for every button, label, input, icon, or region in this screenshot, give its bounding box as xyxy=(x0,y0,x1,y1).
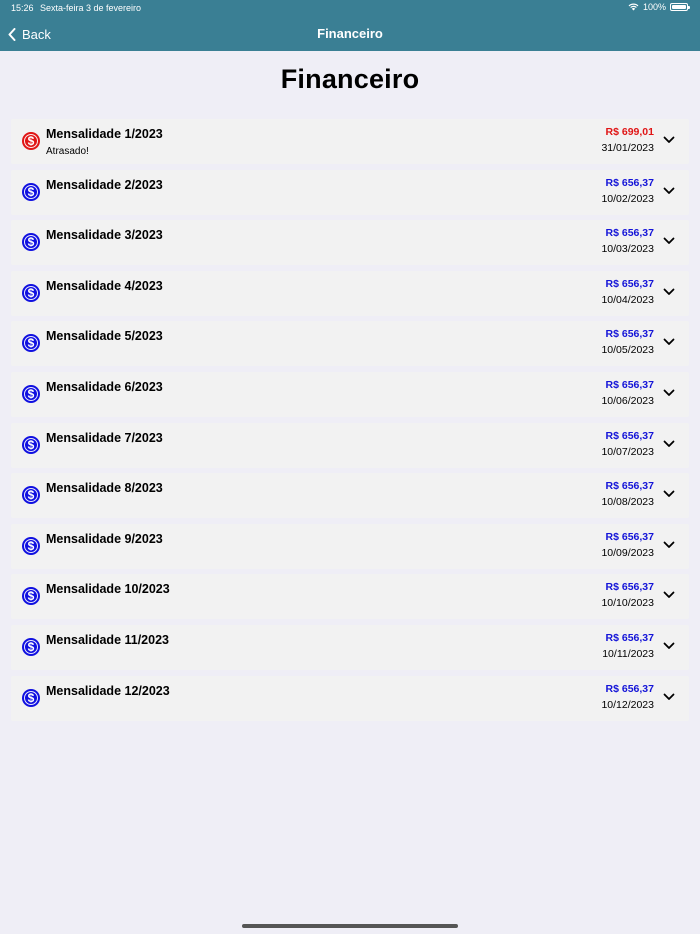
item-amount: R$ 656,37 xyxy=(605,480,654,493)
chevron-down-icon[interactable] xyxy=(663,490,675,498)
chevron-down-icon[interactable] xyxy=(663,338,675,346)
item-amount: R$ 656,37 xyxy=(605,328,654,341)
item-due-date: 10/07/2023 xyxy=(601,445,654,458)
dollar-coin-icon: $ xyxy=(22,284,40,302)
dollar-coin-icon: $ xyxy=(22,689,40,707)
item-due-date: 10/11/2023 xyxy=(602,647,654,660)
navigation-bar xyxy=(0,17,700,51)
chevron-down-icon[interactable] xyxy=(663,642,675,650)
dollar-coin-icon: $ xyxy=(22,132,40,150)
dollar-coin-icon: $ xyxy=(22,537,40,555)
dollar-coin-icon: $ xyxy=(22,587,40,605)
item-amount: R$ 656,37 xyxy=(605,530,654,543)
page-title: Financeiro xyxy=(280,64,420,94)
home-indicator xyxy=(242,924,458,928)
item-title: Mensalidade 8/2023 xyxy=(46,481,163,496)
item-title: Mensalidade 4/2023 xyxy=(46,278,163,293)
item-amount: R$ 656,37 xyxy=(605,631,654,644)
list-item[interactable] xyxy=(11,423,689,468)
item-title: Mensalidade 10/2023 xyxy=(46,582,170,597)
list-item[interactable] xyxy=(11,473,689,518)
item-amount: R$ 656,37 xyxy=(605,227,654,240)
item-amount: R$ 656,37 xyxy=(605,378,654,391)
item-title: Mensalidade 12/2023 xyxy=(46,683,170,698)
status-date: Sexta-feira 3 de fevereiro xyxy=(40,3,142,13)
item-due-date: 10/12/2023 xyxy=(601,698,654,711)
chevron-down-icon[interactable] xyxy=(663,288,675,296)
item-due-date: 10/05/2023 xyxy=(601,344,654,357)
list-item[interactable] xyxy=(11,220,689,265)
dollar-coin-icon: $ xyxy=(22,233,40,251)
item-amount: R$ 656,37 xyxy=(605,682,654,695)
item-amount: R$ 656,37 xyxy=(605,581,654,594)
nav-title: Financeiro xyxy=(317,26,383,41)
chevron-down-icon[interactable] xyxy=(663,693,675,701)
list-item[interactable] xyxy=(11,271,689,316)
item-title: Mensalidade 2/2023 xyxy=(46,177,163,192)
item-due-date: 10/10/2023 xyxy=(601,597,654,610)
list-item[interactable] xyxy=(11,524,689,569)
list-item[interactable] xyxy=(11,676,689,721)
chevron-down-icon[interactable] xyxy=(663,440,675,448)
item-amount: R$ 656,37 xyxy=(605,429,654,442)
chevron-down-icon[interactable] xyxy=(663,237,675,245)
item-title: Mensalidade 6/2023 xyxy=(46,379,163,394)
item-title: Mensalidade 1/2023 xyxy=(46,127,163,141)
item-due-date: 10/06/2023 xyxy=(601,394,654,407)
status-bar xyxy=(0,0,700,17)
item-amount: R$ 656,37 xyxy=(605,176,654,189)
item-title: Mensalidade 11/2023 xyxy=(46,632,169,647)
status-time: 15:26 xyxy=(11,3,34,13)
list-item[interactable] xyxy=(11,372,689,417)
item-due-date: 31/01/2023 xyxy=(601,142,654,154)
wifi-icon xyxy=(628,3,639,11)
item-amount: R$ 699,01 xyxy=(605,126,654,138)
item-status: Atrasado! xyxy=(46,146,89,157)
dollar-coin-icon: $ xyxy=(22,436,40,454)
list-item[interactable] xyxy=(11,321,689,366)
list-item[interactable] xyxy=(11,625,689,670)
list-item[interactable] xyxy=(11,170,689,215)
item-title: Mensalidade 5/2023 xyxy=(46,329,163,344)
dollar-coin-icon: $ xyxy=(22,638,40,656)
item-due-date: 10/02/2023 xyxy=(601,192,654,205)
payments-list xyxy=(11,119,689,726)
list-item[interactable] xyxy=(11,119,689,164)
item-title: Mensalidade 7/2023 xyxy=(46,430,163,445)
chevron-down-icon[interactable] xyxy=(663,136,675,144)
chevron-down-icon[interactable] xyxy=(663,389,675,397)
item-title: Mensalidade 9/2023 xyxy=(46,531,163,546)
chevron-down-icon[interactable] xyxy=(663,591,675,599)
item-title: Mensalidade 3/2023 xyxy=(46,228,163,243)
status-right xyxy=(628,2,688,12)
item-due-date: 10/08/2023 xyxy=(601,496,654,509)
item-due-date: 10/09/2023 xyxy=(601,546,654,559)
dollar-coin-icon: $ xyxy=(22,183,40,201)
item-due-date: 10/04/2023 xyxy=(601,293,654,306)
item-due-date: 10/03/2023 xyxy=(601,243,654,256)
battery-icon xyxy=(670,3,688,11)
list-item[interactable] xyxy=(11,574,689,619)
dollar-coin-icon: $ xyxy=(22,334,40,352)
item-amount: R$ 656,37 xyxy=(605,277,654,290)
dollar-coin-icon: $ xyxy=(22,486,40,504)
chevron-down-icon[interactable] xyxy=(663,541,675,549)
back-label: Back xyxy=(22,26,51,42)
top-bar xyxy=(0,0,700,51)
dollar-coin-icon: $ xyxy=(22,385,40,403)
chevron-down-icon[interactable] xyxy=(663,187,675,195)
battery-percent: 100% xyxy=(642,2,666,12)
